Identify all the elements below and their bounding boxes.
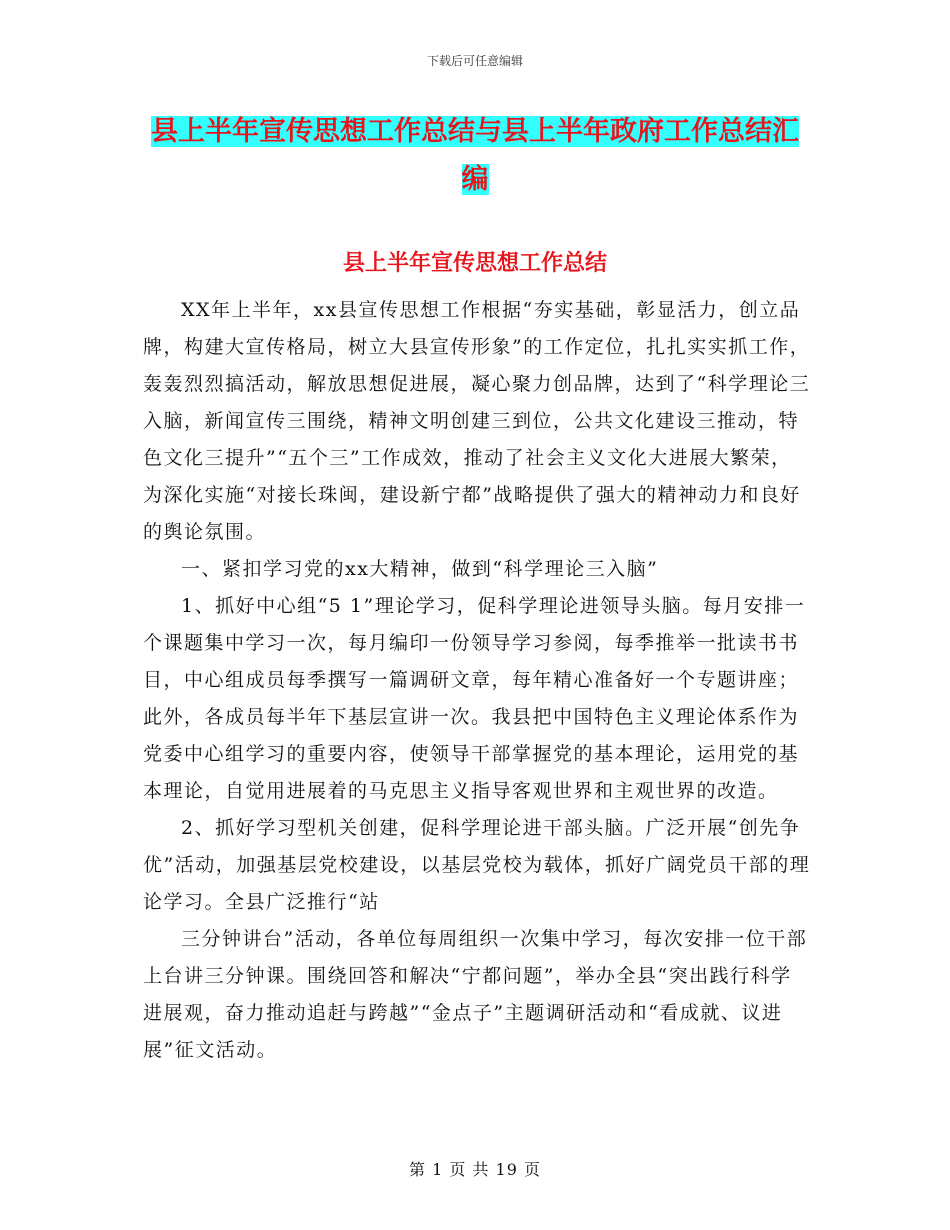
paragraph: XX年上半年，xx县宣传思想工作根据“夯实基础，彰显活力，创立品牌，构建大宣传格局，树立大县宣传形象”的工作定位，扎扎实实抓工作，轰轰烈烈搞活动，解放思想促进展，凝心聚力创品牌，达到了“科学理论三入脑，新闻宣传三围绕，精神文明创建三到位，公共文化建设三推动，特色文化三提升”“五个三”工作成效，推动了社会主义文化大进展大繁荣，为深化实施“对接长珠闽，建设新宁都”战略提供了强大的精神动力和良好的舆论氛围。 [143,299,811,543]
document-body [143,292,811,1069]
page-header-note: 下载后可任意编辑 [426,54,523,68]
paragraph: 2、抓好学习型机关创建，促科学理论进干部头脑。广泛开展“创先争优”活动，加强基层党校建设，以基层党校为载体，抓好广阔党员干部的理论学习。全县广泛推行“站 [143,817,811,913]
paragraph: 一、紧扣学习党的xx大精神，做到“科学理论三入脑” [181,558,659,580]
paragraph: 1、抓好中心组“5 1”理论学习，促科学理论进领导头脑。每月安排一个课题集中学习一次，每月编印一份领导学习参阅，每季推举一批读书书目，中心组成员每季撰写一篇调研文章，每年精心准备好一个专题讲座；此外，各成员每半年下基层宣讲一次。我县把中国特色主义理论体系作为党委中心组学习的重要内容，使领导干部掌握党的基本理论，运用党的基本理论，自觉用进展着的马克思主义指导客观世界和主观世界的改造。 [143,595,806,802]
page-footer-number: 第 1 页 共 19 页 [409,1160,541,1179]
section-title: 县上半年宣传思想工作总结 [342,251,607,276]
paragraph: 三分钟讲台”活动，各单位每周组织一次集中学习，每次安排一位干部上台讲三分钟课。围绕回答和解决“宁都问题”，举办全县“突出践行科学进展观，奋力推动追赶与跨越”“金点子”主题调研活动和“看成就、议进展”征文活动。 [143,928,808,1061]
document-title-text: 县上半年宣传思想工作总结与县上半年政府工作总结汇编 [151,116,799,195]
document-title [140,108,810,204]
